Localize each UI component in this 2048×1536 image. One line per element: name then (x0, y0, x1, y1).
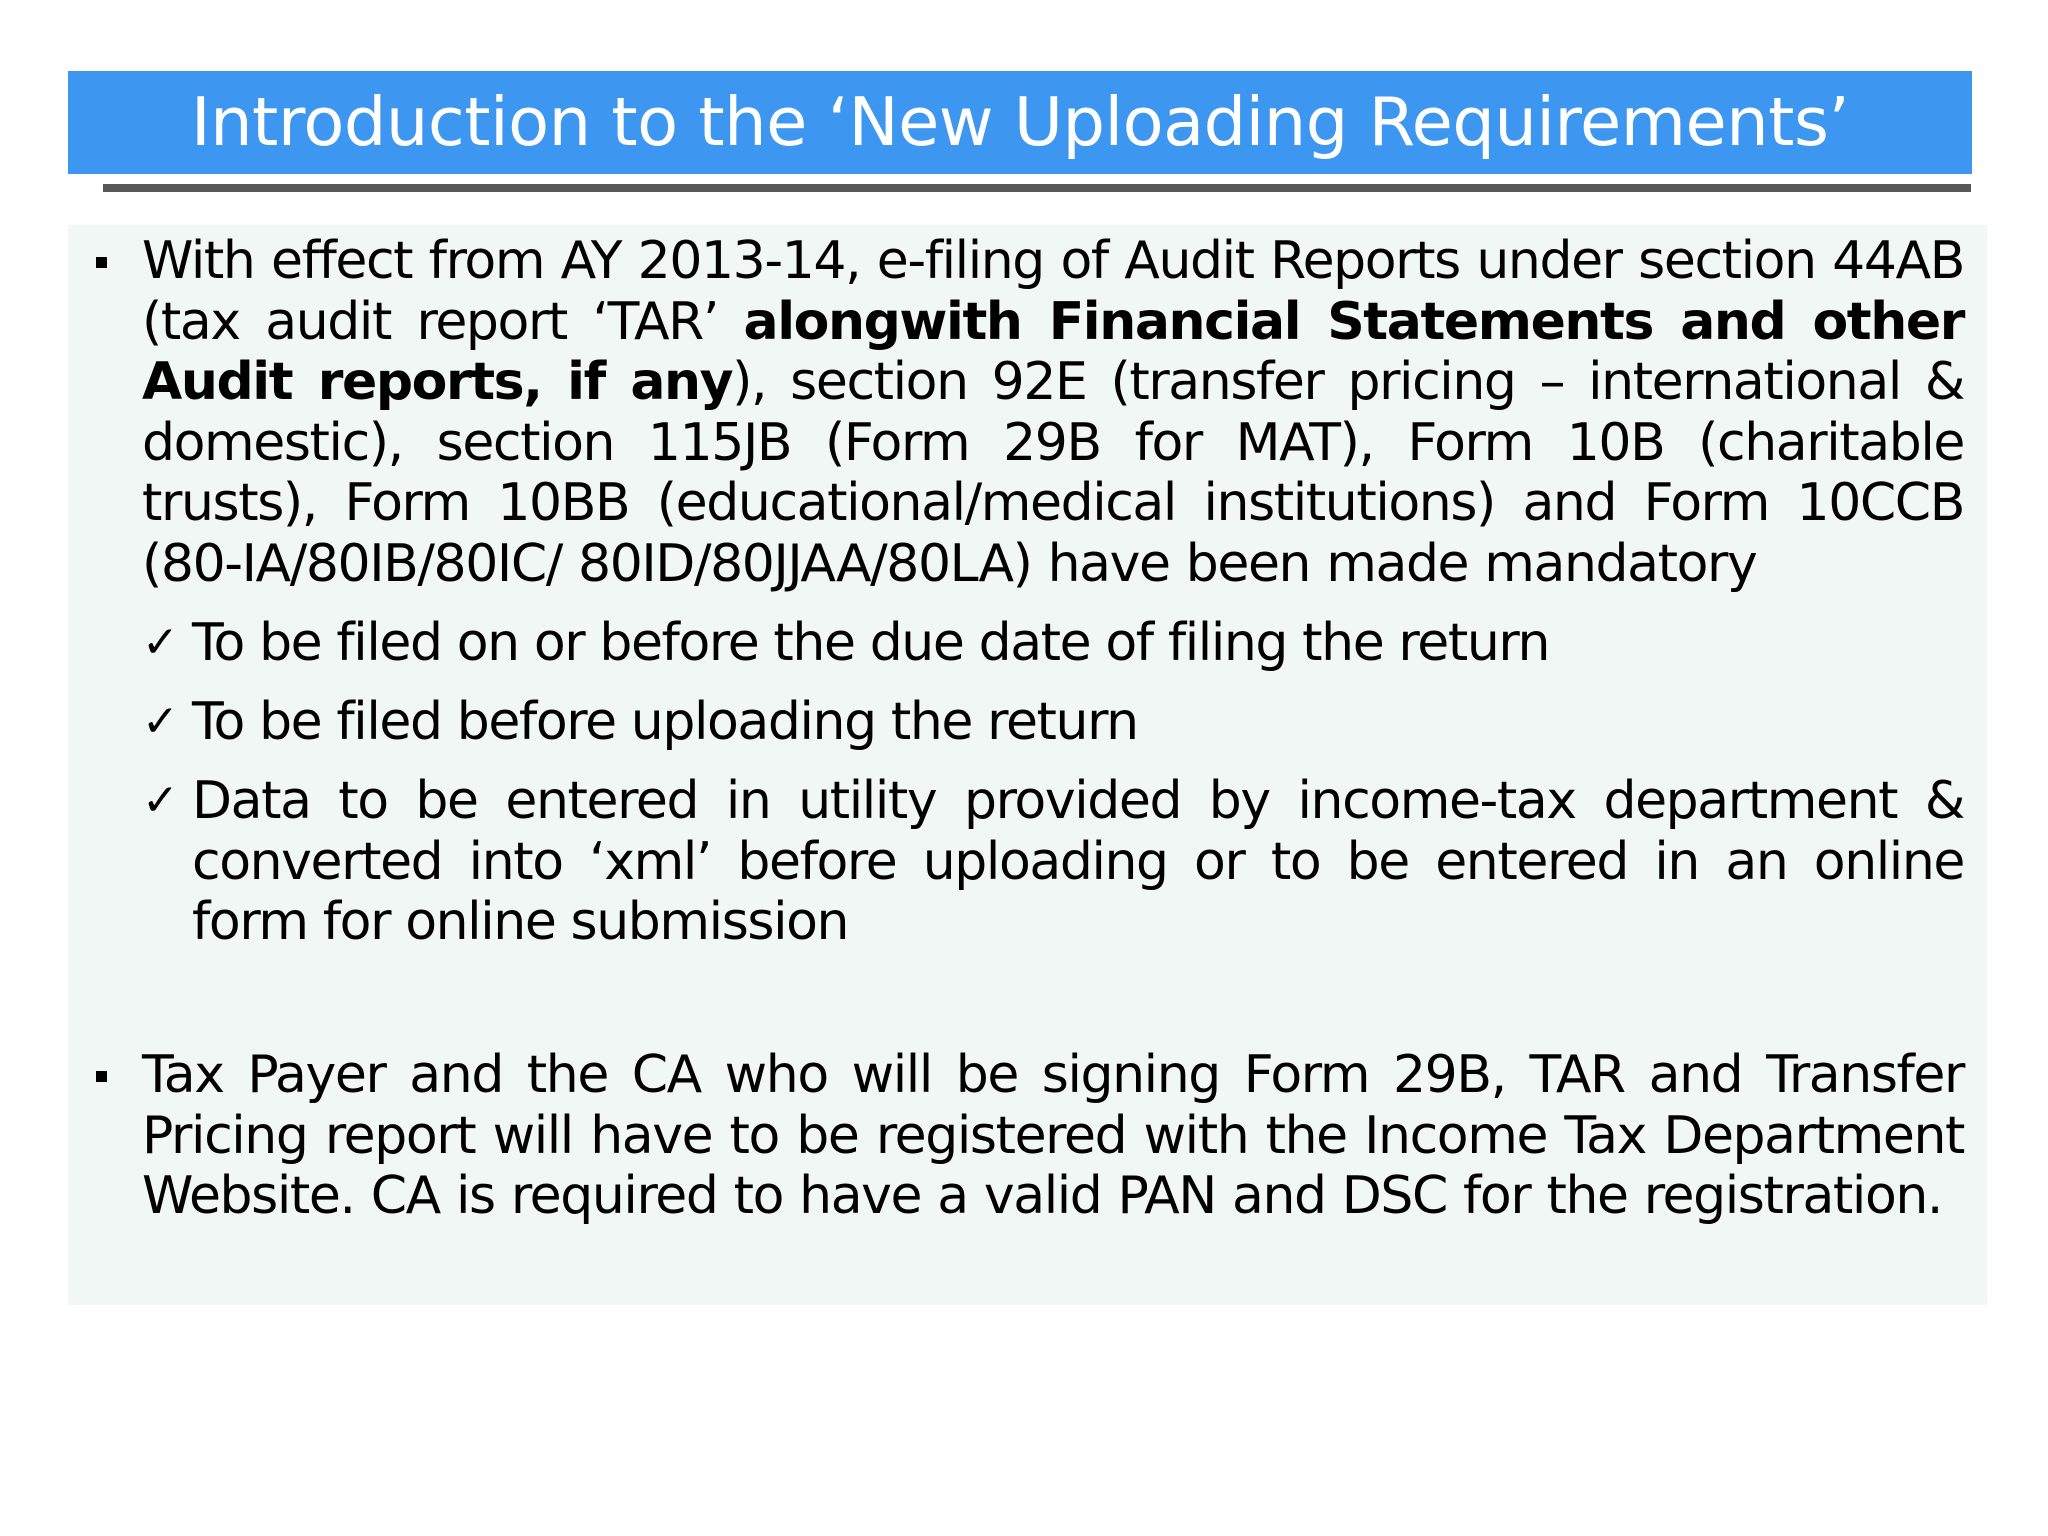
title-underline-divider (103, 184, 1971, 192)
checkmark-icon: ✓ (142, 617, 179, 668)
slide-title: Introduction to the ‘New Uploading Requirements’ (190, 83, 1850, 161)
check-text-due-date: To be filed on or before the due date of filing the return (192, 613, 1550, 673)
slide-title-bar (68, 71, 1972, 174)
bullet-text-registration: Tax Payer and the CA who will be signing Form 29B, TAR and Transfer Pricing report will have to be registered with the Income Tax Department Website. CA is required to have a valid PAN and DSC for the registration. (142, 1045, 1964, 1226)
content-panel (68, 225, 1987, 1305)
square-bullet-icon (96, 1071, 107, 1082)
bullet-text-bold: alongwith Financial Statements and other Audit reports, if any (142, 291, 1964, 412)
bullet-text-part1: With effect from AY 2013-14, e-filing of Audit Reports under section 44AB (tax audit report ‘TAR’ (142, 231, 1964, 352)
checkmark-icon: ✓ (142, 775, 179, 826)
bullet-text-part2: ), section 92E (transfer pricing – international & domestic), section 115JB (Form 29B for MAT), Form 10B (charitable trusts), Form 10BB (educational/medical institutions) and Form 10CCB (80-IA/80IB/80IC/ 80ID/80JJAA/80LA) have been made mandatory (142, 352, 1964, 594)
bullet-text-efiling (142, 231, 1964, 594)
checkmark-icon: ✓ (142, 696, 179, 747)
check-text-before-upload: To be filed before uploading the return (192, 692, 1138, 752)
check-text-xml-utility: Data to be entered in utility provided by income-tax department & converted into ‘xml’ before uploading or to be entered in an online form for online submission (192, 771, 1964, 952)
square-bullet-icon (96, 257, 107, 268)
